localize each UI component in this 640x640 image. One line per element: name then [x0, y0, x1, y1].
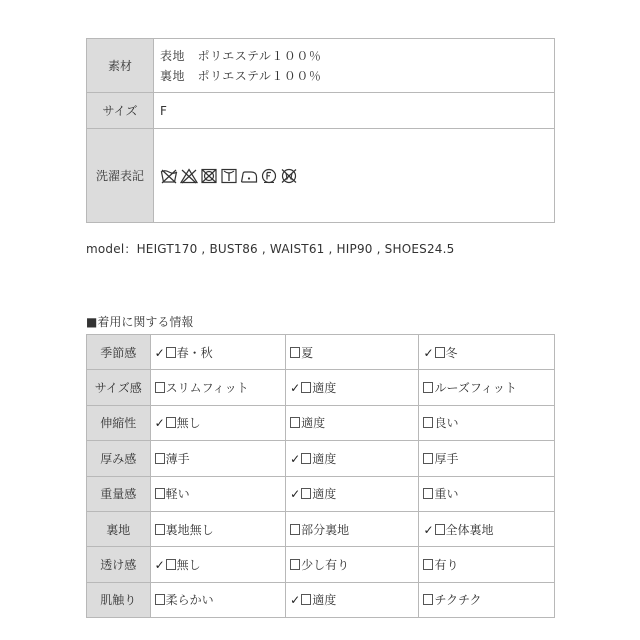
checkmark-icon: ✓	[423, 522, 434, 537]
option-cell	[150, 547, 286, 582]
no-bleach-icon	[180, 168, 198, 184]
option-label: 軽い	[165, 487, 190, 502]
option-cell	[286, 405, 419, 440]
checkmark-icon: ✓	[290, 381, 301, 396]
option-label: 適度	[312, 593, 337, 608]
care-label: 洗濯表記	[87, 129, 154, 223]
checkbox-icon	[155, 524, 165, 535]
option-label: 少し有り	[301, 558, 350, 573]
option-cell	[150, 335, 286, 370]
checkbox-icon	[435, 524, 445, 535]
checkbox-icon	[166, 559, 176, 570]
option-label: 適度	[312, 487, 337, 502]
option-cell	[286, 582, 419, 617]
option-cell	[286, 511, 419, 546]
no-washing-icon	[160, 168, 178, 184]
option-cell	[286, 335, 419, 370]
size-value: F	[154, 93, 555, 129]
checkmark-icon: ✓	[290, 451, 301, 466]
checkmark-icon: ✓	[154, 345, 165, 360]
care-row	[87, 129, 555, 223]
checkbox-icon	[301, 488, 311, 499]
option-cell	[419, 582, 555, 617]
checkbox-icon	[423, 594, 433, 605]
checkmark-icon: ✓	[154, 416, 165, 431]
option-label: 無し	[176, 558, 201, 573]
size-row	[87, 93, 555, 129]
option-cell	[419, 441, 555, 476]
checkbox-icon	[290, 417, 300, 428]
option-label: 裏地無し	[165, 522, 214, 537]
option-label: スリムフィット	[165, 381, 249, 396]
option-cell	[150, 441, 286, 476]
care-icons	[160, 168, 554, 184]
option-label: 適度	[312, 381, 337, 396]
table-row	[87, 476, 555, 511]
care-value	[154, 129, 555, 223]
option-label: 春・秋	[176, 345, 213, 360]
table-row	[87, 511, 555, 546]
checkbox-icon	[435, 347, 445, 358]
option-cell	[150, 582, 286, 617]
size-label: サイズ	[87, 93, 154, 129]
checkbox-icon	[423, 453, 433, 464]
no-wet-clean-icon	[280, 168, 298, 184]
option-label: 夏	[301, 345, 314, 360]
option-label: 冬	[445, 345, 458, 360]
option-cell	[419, 370, 555, 405]
option-label: 適度	[301, 416, 326, 431]
checkbox-icon	[166, 347, 176, 358]
table-row	[87, 405, 555, 440]
no-tumble-dry-icon	[200, 168, 218, 184]
option-cell	[419, 405, 555, 440]
checkmark-icon: ✓	[154, 558, 165, 573]
spec-table	[86, 38, 555, 223]
checkmark-icon: ✓	[290, 593, 301, 608]
option-label: 良い	[434, 416, 459, 431]
option-cell	[150, 476, 286, 511]
wearing-info-heading: ■着用に関する情報	[86, 315, 194, 329]
row-label: 厚み感	[87, 441, 151, 476]
checkmark-icon: ✓	[423, 345, 434, 360]
material-line-lining: 裏地 ポリエステル１００％	[160, 68, 322, 83]
dry-clean-f-icon	[260, 168, 278, 184]
option-cell	[419, 335, 555, 370]
row-label: 透け感	[87, 547, 151, 582]
option-cell	[286, 547, 419, 582]
material-label: 素材	[87, 39, 154, 93]
option-cell	[419, 547, 555, 582]
wearing-info-table	[86, 334, 555, 618]
table-row	[87, 582, 555, 617]
row-label: サイズ感	[87, 370, 151, 405]
option-label: ルーズフィット	[434, 381, 517, 396]
iron-low-icon	[240, 168, 258, 184]
line-dry-icon	[220, 168, 238, 184]
row-label: 肌触り	[87, 582, 151, 617]
row-label: 伸縮性	[87, 405, 151, 440]
option-label: 有り	[434, 558, 459, 573]
option-label: チクチク	[434, 593, 482, 608]
checkbox-icon	[301, 594, 311, 605]
option-label: 部分裏地	[301, 522, 350, 537]
option-cell	[286, 476, 419, 511]
option-label: 無し	[176, 416, 201, 431]
material-value	[154, 39, 555, 93]
checkbox-icon	[155, 488, 165, 499]
option-cell	[150, 405, 286, 440]
option-cell	[419, 511, 555, 546]
option-label: 適度	[312, 451, 337, 466]
checkbox-icon	[290, 347, 300, 358]
option-cell	[150, 370, 286, 405]
checkbox-icon	[155, 594, 165, 605]
checkmark-icon: ✓	[290, 487, 301, 502]
checkbox-icon	[301, 382, 311, 393]
checkbox-icon	[155, 453, 165, 464]
option-label: 全体裏地	[445, 522, 494, 537]
checkbox-icon	[290, 559, 300, 570]
table-row	[87, 547, 555, 582]
option-label: 薄手	[165, 451, 190, 466]
checkbox-icon	[423, 382, 433, 393]
option-cell	[419, 476, 555, 511]
checkbox-icon	[301, 453, 311, 464]
checkbox-icon	[166, 417, 176, 428]
checkbox-icon	[155, 382, 165, 393]
row-label: 重量感	[87, 476, 151, 511]
material-row	[87, 39, 555, 93]
option-label: 重い	[434, 487, 459, 502]
checkbox-icon	[290, 524, 300, 535]
option-label: 厚手	[434, 451, 459, 466]
checkbox-icon	[423, 559, 433, 570]
row-label: 裏地	[87, 511, 151, 546]
row-label: 季節感	[87, 335, 151, 370]
table-row	[87, 441, 555, 476]
option-cell	[286, 370, 419, 405]
model-measurements: model：HEIGT170 , BUST86 , WAIST61 , HIP90 , SHOES24.5	[86, 242, 455, 256]
checkbox-icon	[423, 488, 433, 499]
option-cell	[150, 511, 286, 546]
checkbox-icon	[423, 417, 433, 428]
option-cell	[286, 441, 419, 476]
table-row	[87, 370, 555, 405]
material-line-outer: 表地 ポリエステル１００％	[160, 48, 322, 63]
table-row	[87, 335, 555, 370]
wearing-info-body	[87, 335, 555, 618]
option-label: 柔らかい	[165, 593, 214, 608]
